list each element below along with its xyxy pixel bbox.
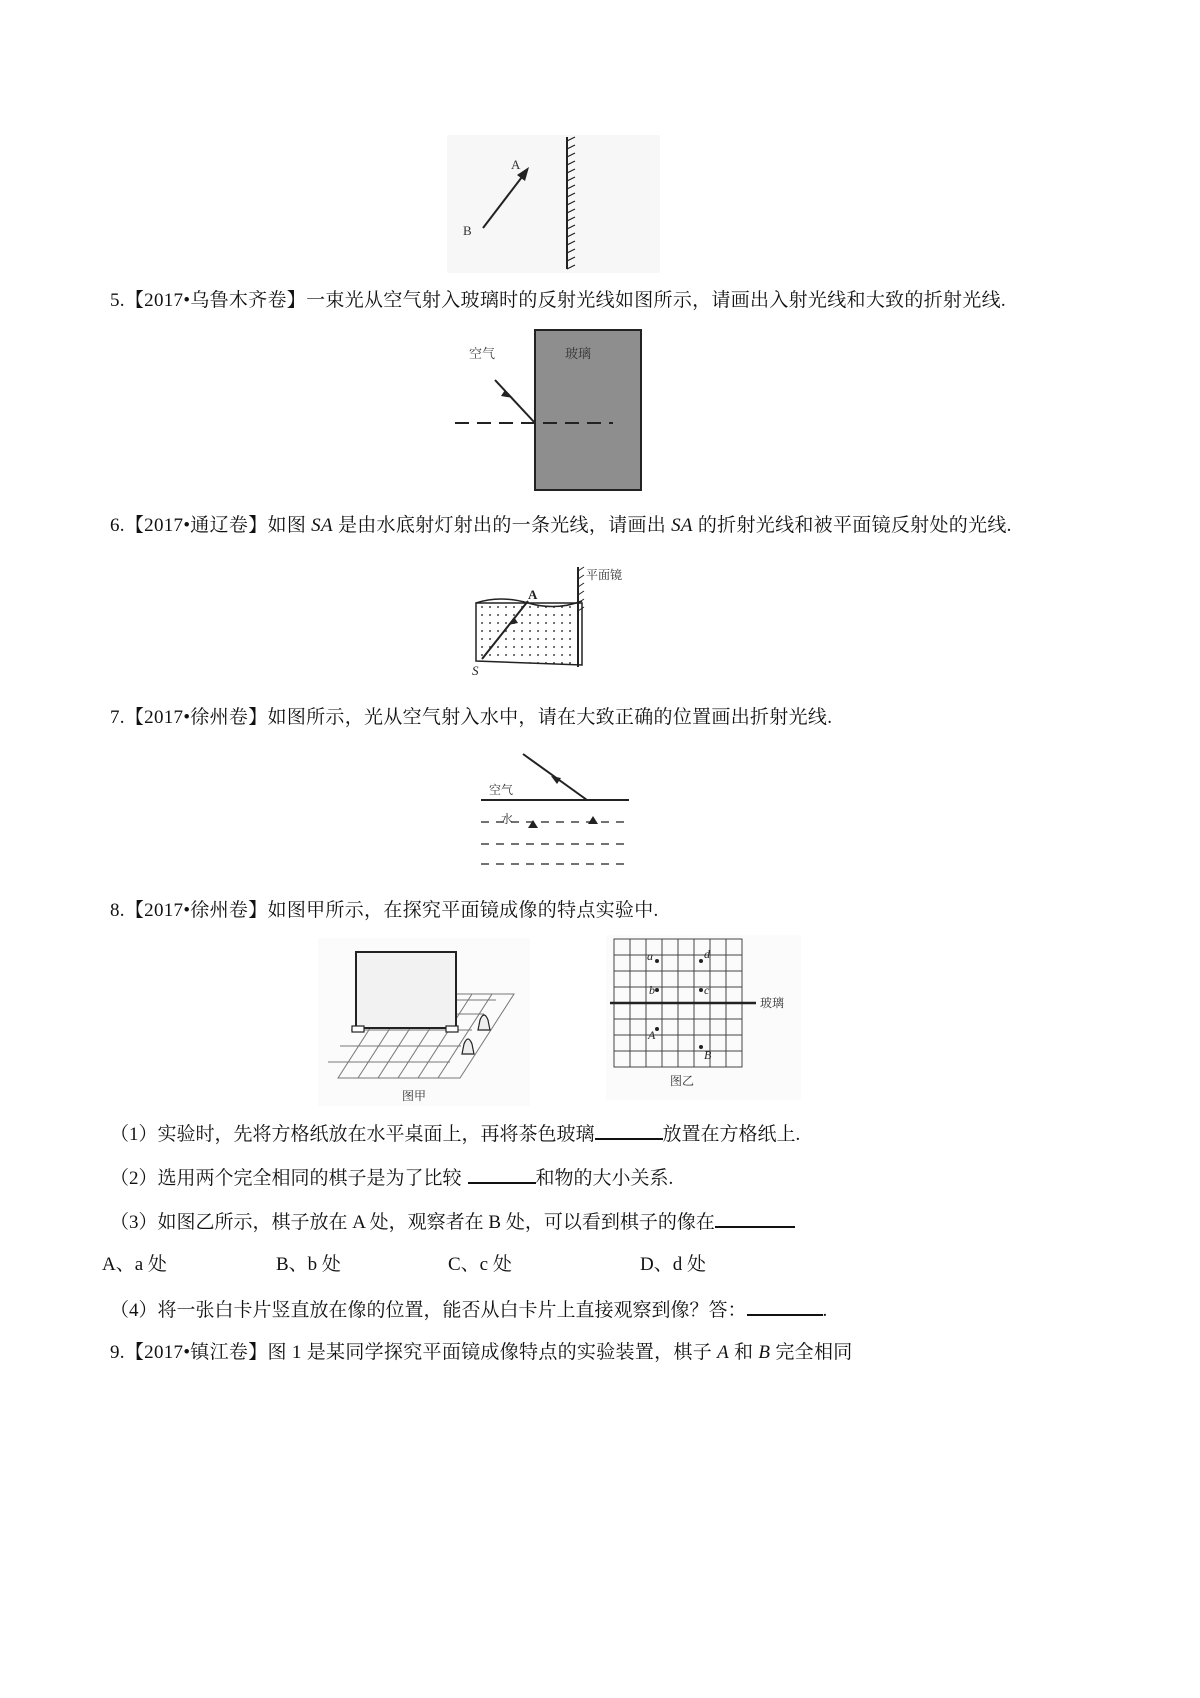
point-c: c: [704, 983, 710, 997]
question-8-part-1: （1）实验时，先将方格纸放在水平桌面上，再将茶色玻璃 放置在方格纸上.: [110, 1120, 800, 1148]
label-air: 空气: [489, 783, 514, 797]
label-s: S: [472, 663, 479, 678]
question-5: [110, 288, 1006, 314]
label-a: A: [528, 587, 538, 602]
label-jia: 图甲: [402, 1089, 427, 1103]
question-8-part-3: （3）如图乙所示，棋子放在 A 处，观察者在 B 处，可以看到棋子的像在: [110, 1208, 795, 1236]
question-number: 7.: [110, 707, 125, 728]
reflected-ray: [495, 380, 535, 423]
option-a[interactable]: A、a 处: [102, 1254, 167, 1275]
var-a: A: [717, 1342, 729, 1363]
option-d[interactable]: D、d 处: [640, 1254, 706, 1275]
label-water: 水: [501, 812, 514, 826]
option-c[interactable]: C、c 处: [448, 1254, 512, 1275]
figure-8-yi: [606, 935, 801, 1100]
option-b[interactable]: B、b 处: [276, 1254, 341, 1275]
var-b: B: [758, 1342, 771, 1363]
question-source: 【2017•镇江卷】: [124, 1342, 268, 1363]
question-8: [110, 898, 659, 924]
figure-8-jia: [318, 938, 530, 1106]
question-9: 9.【2017•镇江卷】图 1 是某同学探究平面镜成像特点的实验装置，棋子 A 和 B 完全相同: [110, 1342, 853, 1363]
label-air: 空气: [469, 347, 496, 362]
question-text: 如图所示，光从空气射入水中，请在大致正确的位置画出折射光线.: [267, 707, 833, 728]
question-source: 【2017•徐州卷】: [124, 707, 268, 728]
question-number: 6.: [110, 515, 125, 536]
answer-blank[interactable]: [715, 1208, 795, 1228]
label-glass: 玻璃: [565, 347, 592, 362]
question-8-part-4: （4）将一张白卡片竖直放在像的位置，能否从白卡片上直接观察到像？答： .: [110, 1296, 827, 1324]
var-sa: SA: [671, 515, 693, 536]
var-sa: SA: [311, 515, 333, 536]
label-b: B: [463, 223, 472, 238]
question-8-part-2: （2）选用两个完全相同的棋子是为了比较 和物的大小关系.: [110, 1164, 673, 1192]
figure-air-water: [477, 748, 667, 876]
point-d: d: [704, 947, 710, 961]
answer-blank[interactable]: [595, 1120, 663, 1140]
question-7: [110, 705, 832, 731]
figure-water-mirror: [470, 563, 645, 681]
point-a: a: [647, 949, 653, 963]
question-source: 【2017•通辽卷】: [124, 515, 268, 536]
label-mirror: 平面镜: [586, 568, 623, 582]
question-number: 5.: [110, 290, 125, 311]
question-source: 【2017•徐州卷】: [124, 900, 268, 921]
point-cap-b: B: [704, 1048, 712, 1062]
point-cap-a: A: [648, 1028, 656, 1042]
point-b: b: [649, 983, 655, 997]
question-text: 一束光从空气射入玻璃时的反射光线如图所示，请画出入射光线和大致的折射光线.: [306, 290, 1006, 311]
label-yi: 图乙: [670, 1074, 695, 1088]
label-glass: 玻璃: [760, 996, 785, 1010]
question-number: 8.: [110, 900, 125, 921]
label-a: A: [511, 157, 521, 172]
question-6: 6.【2017•通辽卷】如图 SA 是由水底射灯射出的一条光线，请画出 SA 的折射光线和被平面镜反射处的光线.: [110, 515, 1012, 536]
question-source: 【2017•乌鲁木齐卷】: [124, 290, 307, 311]
figure-mirror-arrow: [447, 135, 660, 273]
question-number: 9.: [110, 1342, 125, 1363]
answer-blank[interactable]: [747, 1296, 823, 1316]
question-text: 如图甲所示，在探究平面镜成像的特点实验中.: [267, 900, 659, 921]
answer-blank[interactable]: [468, 1164, 536, 1184]
figure-air-glass: [453, 328, 645, 494]
